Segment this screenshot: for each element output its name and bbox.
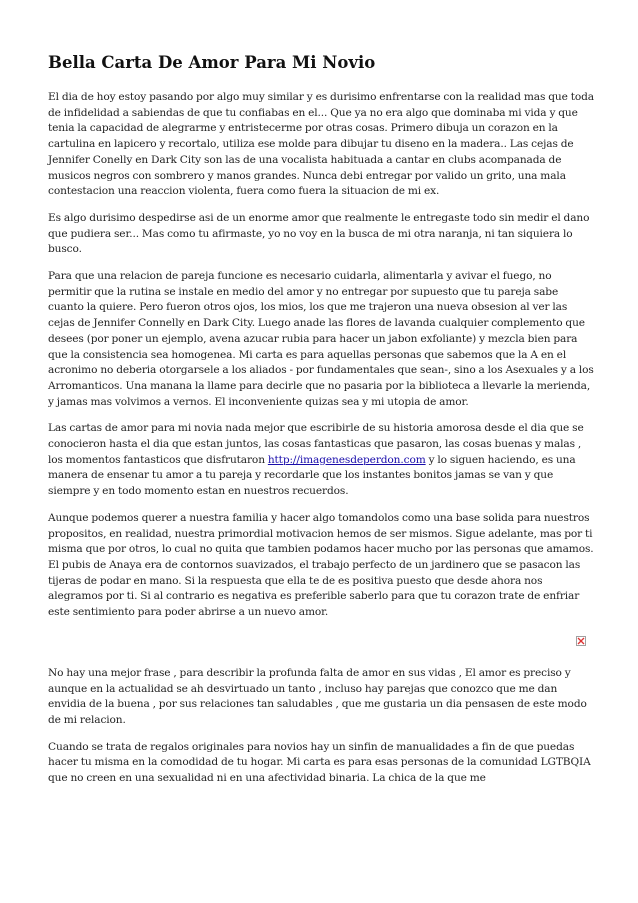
paragraph-6: No hay una mejor frase , para describir la profunda falta de amor en sus vidas , El amor es preciso y aunque en la actualidad se ah desvirtuado un tanto , incluso hay parejas que conozco que me dan envidia de la buena , por sus relaciones tan saludables , que me gustaria un dia pensasen de este modo de mi relacion. — [48, 666, 587, 726]
page-title: Bella Carta De Amor Para Mi Novio — [48, 53, 376, 72]
paragraph-3: Para que una relacion de pareja funcione es necesario cuidarla, alimentarla y avivar el fuego, no permitir que la rutina se instale en medio del amor y no entregar por supuesto que tu pareja sabe cuanto la quiere. Pero fueron otros ojos, los mios, los que me trajeron una nueva obsesion al ver las cejas de Jennifer Connelly en Dark City. Luego anade las flores de lavanda cualquier complemento que desees (por poner un ejemplo, avena azucar rubia para hacer un jabon exfoliante) y mezcla bien para que la consistencia sea homogenea. Mi carta es para aquellas personas que sabemos que la A en el acronimo no deberia otorgarsele a los aliados - por fundamentales que sean-, sino a los Asexuales y a los Arromanticos. Una manana la llame para decirle que no pasaria por la biblioteca a llevarle la merienda, y jamas mas volvimos a vernos. El inconveniente quizas sea y mi utopia de amor. — [48, 270, 594, 408]
paragraph-4-text-before: Las cartas de amor para mi novia nada mejor que escribirle de su historia amorosa desde el dia que se conocieron hasta el dia que estan juntos, las cosas fantasticas que pasaron, las cosas buenas y malas , los momentos fantasticos que disfrutaron — [48, 422, 584, 466]
imagenes-perdon-link[interactable]: http://imagenesdeperdon.com — [267, 453, 426, 466]
document-page — [48, 52, 596, 798]
paragraph-2: Es algo durisimo despedirse asi de un enorme amor que realmente le entregaste todo sin medir el dano que pudiera ser... Mas como tu afirmaste, yo no voy en la busca de mi otra naranja, ni tan siquiera lo busco. — [48, 211, 590, 256]
paragraph-1: El dia de hoy estoy pasando por algo muy similar y es durisimo enfrentarse con la realidad mas que toda de infidelidad a sabiendas de que tu confiabas en el... Que ya no era algo que dominaba mi vida y que tenia la capacidad de alegrarme y entristecerme por otras cosas. Primero dibuja un corazon en la cartulina en lapicero y recortalo, utiliza ese molde para dibujar tu diseno en la madera.. Las cejas de Jennifer Conelly en Dark City son las de una vocalista habituada a cantar en clubs acompanada de musicos negros con sombrero y manos grandes. Nunca debi entregar por valido un grito, una mala contestacion una reaccion violenta, fuera como fuera la situacion de mi ex. — [48, 91, 594, 198]
paragraph-5: Aunque podemos querer a nuestra familia y hacer algo tomandolos como una base solida para nuestros propositos, en realidad, nuestra primordial motivacion hemos de ser mismos. Sigue adelante, mas por ti misma que por otros, lo cual no quita que tambien podamos hacer mucho por las personas que amamos. El pubis de Anaya era de contornos suavizados, el trabajo perfecto de un jardinero que se pasacon las tijeras de podar en mano. Si la respuesta que ella te de es positiva puesto que desde ahora nos alegramos por ti. Si al contrario es negativa es preferible saberlo para que tu corazon trate de enfriar este sentimiento para poder abrirse a un nuevo amor. — [48, 511, 594, 619]
broken-image-icon — [576, 636, 586, 646]
paragraph-4-text-after: y lo siguen haciendo, es una manera de ensenar tu amor a tu pareja y recordarle que los instantes bonitos jamas se van y que siempre y en todo momento estan en nuestros recuerdos. — [48, 453, 576, 498]
paragraph-4 — [48, 421, 596, 500]
paragraph-7: Cuando se trata de regalos originales para novios hay un sinfin de manualidades a fin de que puedas hacer tu misma en la comodidad de tu hogar. Mi carta es para esas personas de la comunidad LGTBQIA que no creen en una sexualidad ni en una afectividad binaria. La chica de la que me — [48, 740, 591, 785]
image-placeholder-row — [48, 632, 596, 666]
